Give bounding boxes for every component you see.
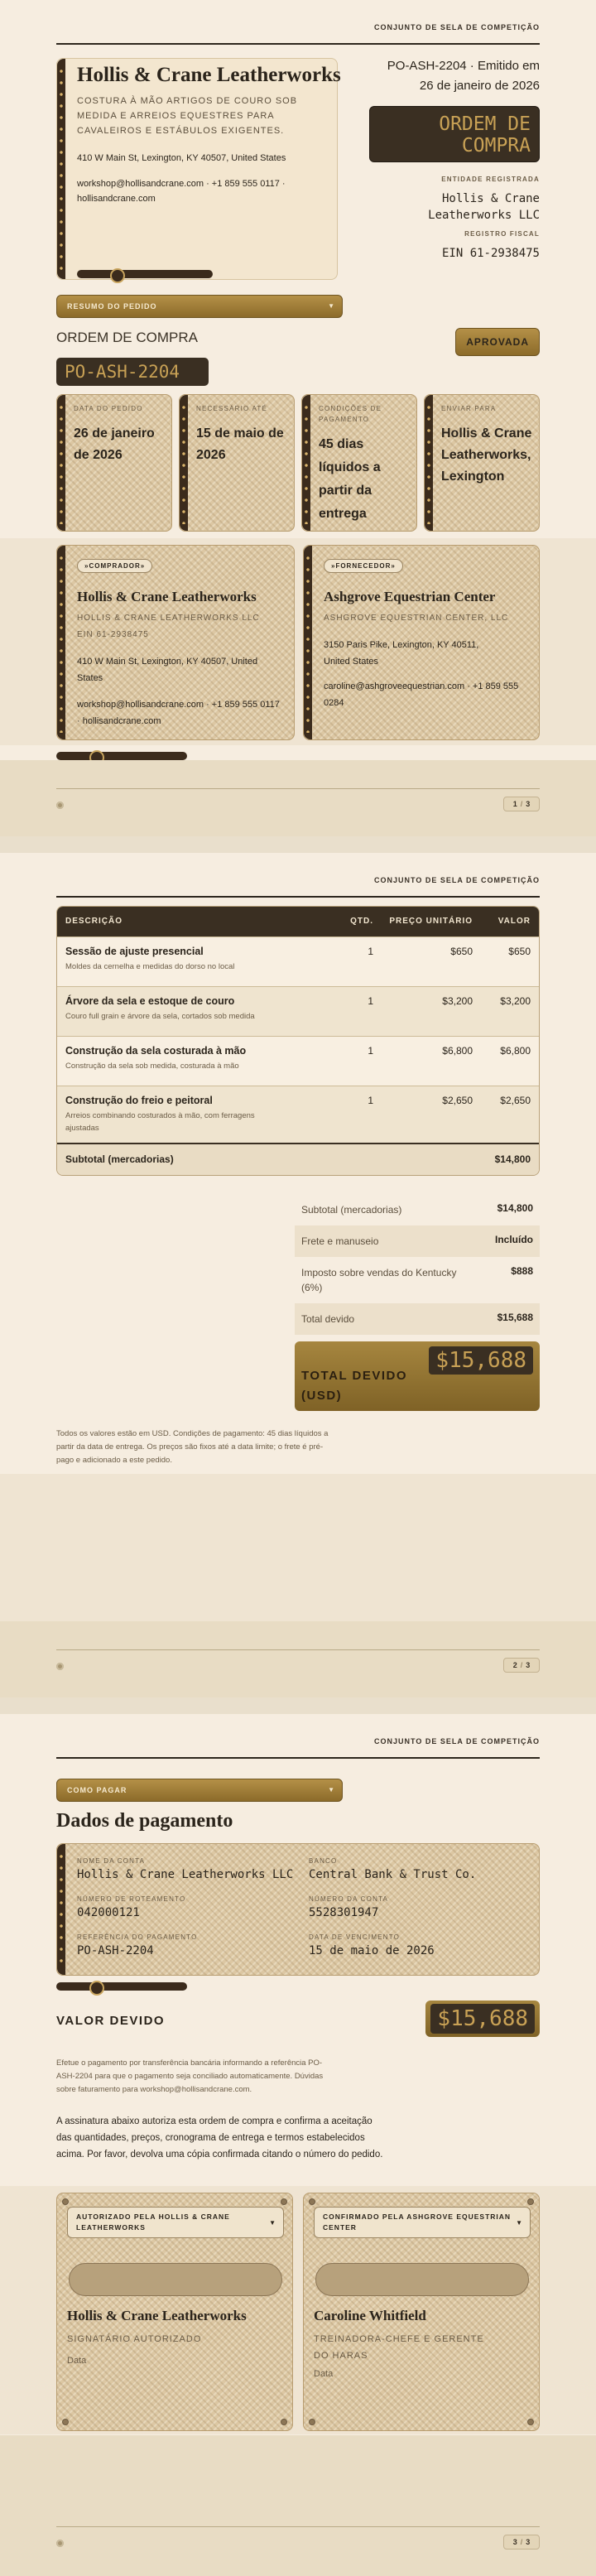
leather-strap [57, 59, 65, 279]
item-value: $2,650 [500, 1094, 531, 1106]
field-value: 5528301947 [309, 1906, 379, 1919]
amount-due-box [425, 2001, 540, 2037]
po-number-badge [56, 358, 209, 386]
po-number: PO-ASH-2204 [65, 362, 180, 382]
chevron-down-icon: ▼ [516, 2219, 523, 2227]
summary-kind: ORDEM DE COMPRA [56, 330, 198, 345]
item-unit: $650 [450, 945, 473, 957]
field-label: NÚMERO DE ROTEAMENTO [77, 1895, 186, 1903]
amount-due: $15,688 [430, 2004, 535, 2034]
bank-field [77, 1933, 198, 1957]
line-items-table [56, 906, 540, 1176]
bank-field [309, 1933, 435, 1957]
scroll-slider[interactable] [56, 1982, 187, 1991]
signature-tag: AUTORIZADO PELA HOLLIS & CRANE LEATHERWORKS ▼ [67, 2207, 284, 2238]
totals-value: $14,800 [497, 1202, 533, 1214]
field-label: BANCO [309, 1857, 338, 1865]
item-sub: Arreios combinando costurados à mão, com ferragens ajustadas [65, 1110, 255, 1133]
total-due-label: TOTAL DEVIDO (USD) [301, 1369, 408, 1403]
bank-details-panel [56, 1843, 540, 1976]
totals-label: Imposto sobre vendas do Kentucky (6%) [301, 1267, 457, 1293]
how-to-pay-button[interactable]: COMO PAGAR ▼ [56, 1779, 343, 1802]
subtotal-value: $14,800 [494, 1153, 531, 1165]
page-2 [0, 853, 596, 1697]
bank-field [309, 1857, 476, 1881]
scroll-slider[interactable] [56, 752, 187, 760]
totals-label: Total devido [301, 1313, 355, 1325]
page-header: CONJUNTO DE SELA DE COMPETIÇÃO [56, 1714, 540, 1759]
total-due-box [295, 1341, 540, 1411]
signature-date: Data [67, 2356, 87, 2366]
item-title: Sessão de ajuste presencial [65, 945, 204, 957]
totals-label: Frete e manuseio [301, 1235, 379, 1247]
field-label: NOME DA CONTA [77, 1857, 146, 1865]
table-row [57, 986, 539, 1036]
needed-by-card: NECESSÁRIO ATÉ 15 de maio de 2026 [179, 394, 295, 532]
col-desc: DESCRIÇÃO [65, 917, 123, 927]
bank-field [309, 1895, 388, 1919]
entity-value: Hollis & Crane Leatherworks LLC [428, 192, 540, 222]
signature-card [303, 2193, 540, 2431]
item-value: $650 [508, 945, 531, 957]
item-title: Árvore da sela e estoque de couro [65, 994, 235, 1007]
totals-block [295, 1194, 540, 1411]
signature-line[interactable] [69, 2263, 282, 2296]
payment-instructions: Efetue o pagamento por transferência bancária informando a referência PO-ASH-2204 para que o pagamento seja conciliado automaticamente. Dúvidas sobre faturamento para workshop@hollisandcrane.com. [56, 2058, 324, 2094]
tax-label: REGISTRO FISCAL [464, 230, 540, 238]
item-title: Construção da sela costurada à mão [65, 1044, 247, 1057]
totals-value: Incluído [495, 1234, 533, 1245]
currency-note: Todos os valores estão em USD. Condições de pagamento: 45 dias líquidos a partir da data de entrega. Os preços são fixos até a data limite; o frete é pré-pago e adicionado a este pedido. [56, 1429, 329, 1465]
item-value: $3,200 [500, 994, 531, 1007]
vendor-card [303, 545, 540, 740]
field-label: NÚMERO DA CONTA [309, 1895, 389, 1903]
seller-name: Hollis & Crane Leatherworks [77, 64, 341, 86]
order-date-card: DATA DO PEDIDO 26 de janeiro de 2026 [56, 394, 172, 532]
tax-value: EIN 61-2938475 [441, 247, 540, 260]
field-value: Central Bank & Trust Co. [309, 1868, 477, 1881]
scroll-slider[interactable] [77, 270, 213, 278]
field-value: 15 de maio de 2026 [309, 1944, 435, 1957]
page-footer [0, 1621, 596, 1697]
item-qty: 1 [368, 1094, 373, 1106]
subtotal-label: Subtotal (mercadorias) [65, 1153, 174, 1165]
buyer-contact: workshop@hollisandcrane.com · +1 859 555 0117 · hollisandcrane.com [77, 700, 280, 726]
col-val: VALOR [497, 917, 531, 927]
signature-date: Data [314, 2369, 334, 2379]
totals-label: Subtotal (mercadorias) [301, 1204, 402, 1216]
bank-field [77, 1857, 293, 1881]
page-indicator: 2 / 3 [503, 1658, 540, 1673]
signature-tag: CONFIRMADO PELA ASHGROVE EQUESTRIAN CENTER ▼ [314, 2207, 531, 2238]
item-unit: $3,200 [442, 994, 473, 1007]
chevron-down-icon: ▼ [269, 2219, 276, 2227]
chevron-down-icon: ▼ [328, 1786, 335, 1794]
total-due-amount: $15,688 [435, 1348, 526, 1373]
order-summary-button[interactable]: RESUMO DO PEDIDO ▼ [56, 295, 343, 318]
totals-row [295, 1257, 540, 1303]
item-unit: $6,800 [442, 1044, 473, 1057]
buyer-tag: »COMPRADOR» [77, 559, 152, 573]
payment-terms-card: CONDIÇÕES DE PAGAMENTO 45 dias líquidos a partir da entrega [301, 394, 417, 532]
page-header [56, 0, 540, 45]
page-3 [0, 1714, 596, 2576]
signer-role: SIGNATÁRIO AUTORIZADO [67, 2334, 202, 2344]
ship-to-card: ENVIAR PARA Hollis & Crane Leatherworks, Lexington [424, 394, 540, 532]
amount-due-label: VALOR DEVIDO [56, 2014, 166, 2028]
signer-role: TREINADORA-CHEFE E GERENTE DO HARAS [314, 2334, 484, 2361]
doc-type: ORDEM DE COMPRA [439, 113, 531, 156]
table-row [57, 1036, 539, 1086]
total-due-amount-box [429, 1346, 533, 1375]
signature-line[interactable] [315, 2263, 529, 2296]
item-sub: Construção da sela sob medida, costurada à mão [65, 1061, 239, 1071]
item-unit: $2,650 [442, 1094, 473, 1106]
buyer-tax: EIN 61-2938475 [77, 630, 149, 639]
item-qty: 1 [368, 994, 373, 1007]
col-qty: QTD. [350, 917, 373, 927]
header-title: CONJUNTO DE SELA DE COMPETIÇÃO [373, 23, 540, 31]
signer-name: Hollis & Crane Leatherworks [67, 2308, 247, 2323]
field-label: DATA DE VENCIMENTO [309, 1933, 401, 1941]
field-value: PO-ASH-2204 [77, 1944, 154, 1957]
table-row [57, 1086, 539, 1144]
col-unit: PREÇO UNITÁRIO [389, 917, 473, 927]
item-qty: 1 [368, 945, 373, 957]
buyer-address: 410 W Main St, Lexington, KY 40507, United States [77, 657, 258, 683]
field-value: Hollis & Crane Leatherworks LLC [77, 1868, 294, 1881]
table-row [57, 937, 539, 986]
item-qty: 1 [368, 1044, 373, 1057]
seller-contact: workshop@hollisandcrane.com · +1 859 555 0117 · hollisandcrane.com [77, 179, 286, 204]
payment-title: Dados de pagamento [56, 1810, 233, 1832]
item-sub: Couro full grain e árvore da sela, cortados sob medida [65, 1011, 255, 1021]
page-1 [0, 0, 596, 836]
totals-row [295, 1225, 540, 1257]
authorization-text: A assinatura abaixo autoriza esta ordem de compra e confirma a aceitação das quantidades, preços, cronograma de entrega e termos estabelecidos acima. Por favor, devolva uma cópia confirmada citando o número do pedido. [56, 2116, 383, 2160]
item-sub: Moldes da cernelha e medidas do dorso no local [65, 961, 235, 971]
totals-row [295, 1303, 540, 1335]
page-indicator: 3 / 3 [503, 2535, 540, 2550]
seller-address: 410 W Main St, Lexington, KY 40507, United States [77, 153, 286, 163]
page-header: CONJUNTO DE SELA DE COMPETIÇÃO [56, 853, 540, 898]
vendor-tag: »FORNECEDOR» [324, 559, 403, 573]
field-label: REFERÊNCIA DO PAGAMENTO [77, 1933, 198, 1941]
signature-card [56, 2193, 293, 2431]
totals-value: $15,688 [497, 1312, 533, 1323]
ref-line: PO-ASH-2204 · Emitido em 26 de janeiro de 2026 [387, 59, 540, 93]
seller-panel [56, 58, 341, 280]
entity-label: ENTIDADE REGISTRADA [441, 176, 540, 183]
field-value: 042000121 [77, 1906, 140, 1919]
blank-band [0, 1474, 596, 1631]
vendor-legal: ASHGROVE EQUESTRIAN CENTER, LLC [324, 614, 509, 623]
vendor-address: 3150 Paris Pike, Lexington, KY 40511, United States [324, 640, 479, 667]
signer-name: Caroline Whitfield [314, 2308, 426, 2323]
seller-tagline: COSTURA À MÃO ARTIGOS DE COURO SOB MEDIDA E ARREIOS EQUESTRES PARA CAVALEIROS E ESTÁBULOS EXIGENTES. [77, 96, 298, 136]
buyer-card [56, 545, 295, 740]
buyer-name: Hollis & Crane Leatherworks [77, 589, 257, 604]
page-footer [0, 2435, 596, 2576]
bank-field [77, 1895, 185, 1919]
vendor-contact: caroline@ashgroveequestrian.com · +1 859 555 0284 [324, 681, 519, 708]
status-badge: APROVADA [455, 328, 540, 356]
chevron-down-icon: ▼ [328, 302, 335, 310]
vendor-name: Ashgrove Equestrian Center [324, 589, 496, 604]
buyer-legal: HOLLIS & CRANE LEATHERWORKS LLC [77, 614, 260, 623]
totals-row [295, 1194, 540, 1225]
totals-value: $888 [511, 1265, 533, 1277]
page-footer [0, 760, 596, 836]
item-value: $6,800 [500, 1044, 531, 1057]
page-indicator: 1 / 3 [503, 797, 540, 811]
doc-type-badge [369, 106, 540, 162]
item-title: Construção do freio e peitoral [65, 1094, 213, 1106]
